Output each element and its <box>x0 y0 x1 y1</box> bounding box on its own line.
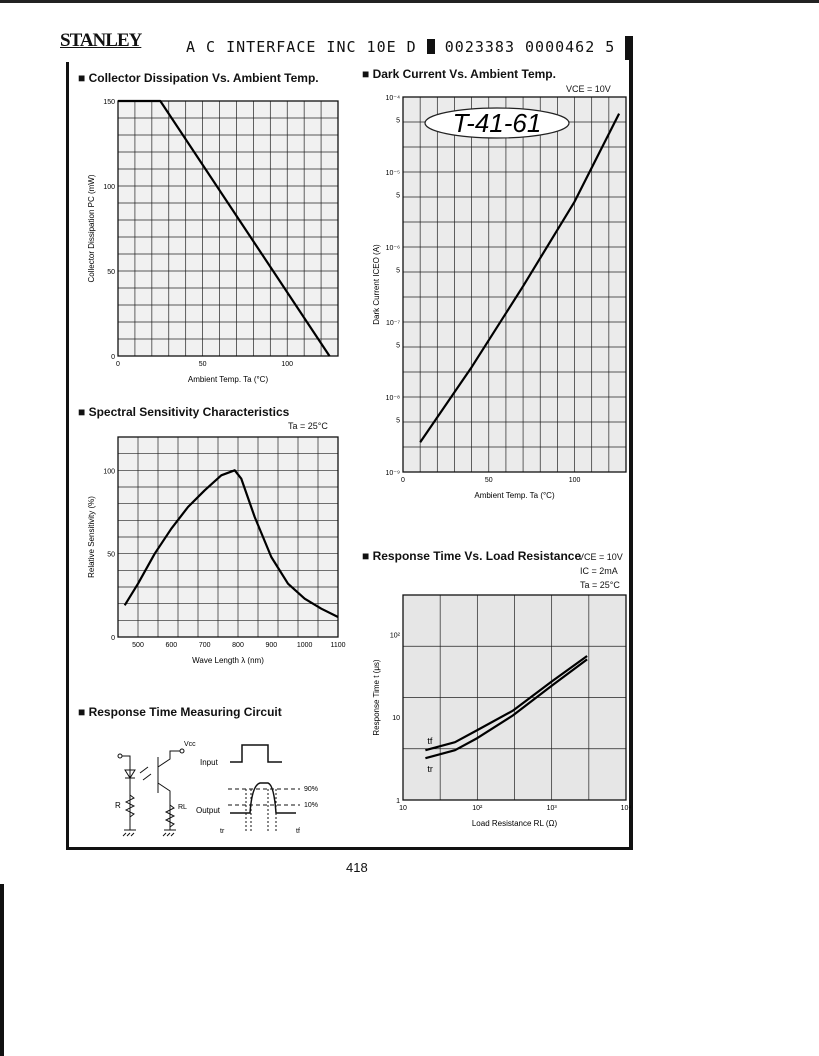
y-tick-label: 10⁻⁹ <box>385 470 400 477</box>
spectral-sensitivity-chart <box>70 428 360 673</box>
y-tick-label: 0 <box>111 354 115 361</box>
x-tick-label: 1100 <box>330 642 346 649</box>
y-tick-label: 5 <box>396 117 400 125</box>
x-tick-label: 900 <box>265 642 278 649</box>
marker-block-2 <box>625 36 633 60</box>
y-tick-label: 5 <box>396 417 400 425</box>
x-tick-label: 50 <box>484 477 493 484</box>
y-tick-label: 50 <box>107 269 115 276</box>
threshold-lines <box>228 789 300 805</box>
y-tick-label: 0 <box>111 635 115 642</box>
title-collector-text: Collector Dissipation Vs. Ambient Temp. <box>88 71 319 85</box>
label-rl: RL <box>178 804 187 811</box>
x-tick-label: 500 <box>132 642 144 649</box>
scan-edge-bar <box>0 884 4 1056</box>
x-tick-label: 10 <box>399 805 407 812</box>
plot-background <box>403 97 626 472</box>
terminal-a <box>118 754 122 758</box>
y-axis-label: Collector Dissipation PC (mW) <box>87 174 96 283</box>
measuring-circuit-diagram <box>110 735 350 840</box>
title-collector: ■ Collector Dissipation Vs. Ambient Temp. <box>78 71 319 85</box>
y-axis-label: Response Time t (μs) <box>372 659 381 736</box>
collector-dissipation-chart <box>70 88 350 393</box>
x-axis-label: Load Resistance RL (Ω) <box>471 819 558 828</box>
note-response-2: IC = 2mA <box>580 566 618 576</box>
label-input: Input <box>200 758 218 767</box>
output-pulse <box>230 783 296 813</box>
title-spectral-text: Spectral Sensitivity Characteristics <box>88 405 290 419</box>
y-tick-label: 10⁻⁶ <box>385 245 400 252</box>
ground-left <box>123 830 136 836</box>
x-tick-label: 0 <box>116 361 120 368</box>
label-vcc: Vcc <box>184 741 196 748</box>
x-tick-label: 1000 <box>296 642 313 649</box>
x-tick-label: 10³ <box>546 805 557 812</box>
header-code-3: 5 <box>605 38 616 56</box>
y-tick-label: 50 <box>107 551 115 559</box>
response-time-chart <box>355 587 630 832</box>
series-label: tf <box>427 736 433 747</box>
x-axis-label: Wave Length λ (nm) <box>192 656 264 665</box>
header-code-1: 0023383 <box>444 38 515 56</box>
y-tick-label: 150 <box>103 99 115 106</box>
title-spectral: ■ Spectral Sensitivity Characteristics <box>78 405 290 419</box>
frame-left <box>66 62 69 849</box>
y-axis-label: Relative Sensitivity (%) <box>87 496 96 578</box>
marker-block <box>427 39 435 54</box>
x-tick-label: 0 <box>401 477 405 484</box>
label-r: R <box>115 801 121 810</box>
header-code-2: 0000462 <box>525 38 596 56</box>
y-tick-label: 10⁻⁸ <box>385 395 400 402</box>
note-response-1: VCE = 10V <box>578 552 623 562</box>
x-tick-label: 100 <box>281 361 294 368</box>
label-10: 10% <box>304 802 319 809</box>
handwritten-text: T-41-61 <box>452 108 542 138</box>
company-logo: STANLEY <box>60 30 142 51</box>
top-rule <box>0 0 819 3</box>
title-response-text: Response Time Vs. Load Resistance <box>372 549 582 563</box>
series-label: tr <box>427 764 433 775</box>
y-tick-label: 100 <box>103 184 115 191</box>
vcc-terminal <box>180 749 184 753</box>
y-tick-label: 5 <box>396 342 400 350</box>
title-dark-text: Dark Current Vs. Ambient Temp. <box>372 67 556 81</box>
y-tick-label: 5 <box>396 267 400 275</box>
y-tick-label: 10² <box>389 632 400 640</box>
title-response: ■ Response Time Vs. Load Resistance <box>362 549 582 563</box>
light-arrows <box>140 767 151 780</box>
x-axis-label: Ambient Temp. Ta (°C) <box>187 375 269 384</box>
y-tick-label: 10⁻⁴ <box>385 95 400 102</box>
label-90: 90% <box>304 786 319 793</box>
y-tick-label: 10⁻⁷ <box>385 320 400 327</box>
x-tick-label: 10⁴ <box>620 805 632 812</box>
header-line <box>186 36 633 60</box>
title-dark: ■ Dark Current Vs. Ambient Temp. <box>362 67 556 81</box>
title-circuit-text: Response Time Measuring Circuit <box>88 705 282 719</box>
y-axis-label: Dark Current ICEO (A) <box>372 244 381 325</box>
page-number: 418 <box>346 860 368 875</box>
y-tick-label: 100 <box>103 468 115 476</box>
y-tick-label: 10⁻⁵ <box>385 170 400 177</box>
label-tf: tf <box>296 828 300 835</box>
ground-right <box>163 830 176 836</box>
x-tick-label: 800 <box>232 642 244 649</box>
note-spectral: Ta = 25°C <box>288 421 328 431</box>
x-tick-label: 50 <box>198 361 207 368</box>
title-circuit: ■ Response Time Measuring Circuit <box>78 705 282 719</box>
x-axis-label: Ambient Temp. Ta (°C) <box>474 491 555 500</box>
x-tick-label: 10² <box>472 805 483 812</box>
y-tick-label: 5 <box>396 192 400 200</box>
note-dark: VCE = 10V <box>566 84 611 94</box>
wire-left <box>122 756 130 830</box>
y-tick-label: 1 <box>396 798 400 805</box>
header-text: A C INTERFACE INC 10E D <box>186 38 417 56</box>
input-pulse <box>230 745 282 762</box>
dark-current-chart <box>355 88 630 503</box>
x-tick-label: 700 <box>198 642 211 649</box>
label-tr: tr <box>220 828 225 835</box>
frame-bottom <box>66 847 633 850</box>
timing-markers <box>246 789 276 831</box>
x-tick-label: 600 <box>165 642 178 649</box>
y-tick-label: 10 <box>392 715 400 723</box>
handwritten-note <box>422 104 572 142</box>
note-response-3: Ta = 25°C <box>580 580 620 590</box>
label-output: Output <box>195 806 220 815</box>
x-tick-label: 100 <box>568 477 581 484</box>
